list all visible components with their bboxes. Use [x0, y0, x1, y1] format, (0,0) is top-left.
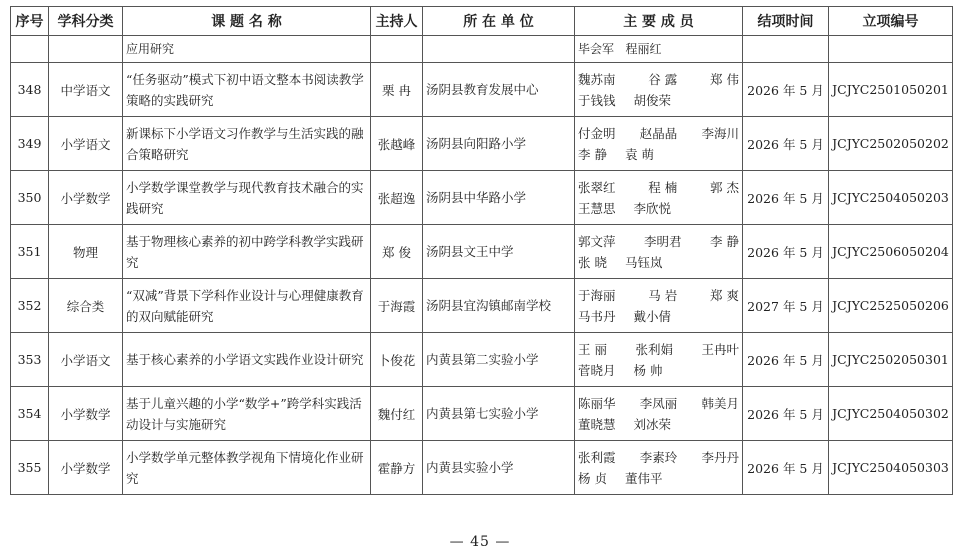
project-table [10, 6, 953, 495]
member-name: 郭 杰 [710, 179, 739, 195]
member-name: 付金明 [578, 125, 616, 141]
subject-cell: 小学语文 [49, 117, 123, 171]
member-name: 李凤丽 [639, 395, 678, 411]
empty-cell [829, 36, 953, 63]
members-cell [575, 225, 743, 279]
member-name: 李 静 [578, 146, 607, 162]
completion-date-cell: 2027 年 5 月 [743, 279, 829, 333]
member-name: 李欣悦 [633, 200, 672, 216]
member-name: 胡俊荣 [633, 92, 672, 108]
member-name: 王 丽 [578, 341, 607, 357]
project-code-cell: JCJYC2502050301 [829, 333, 953, 387]
member-name: 李丹丹 [701, 449, 739, 465]
unit-cell: 内黄县第七实验小学 [423, 387, 575, 441]
continuation-row [11, 36, 953, 63]
member-name: 刘冰荣 [633, 416, 672, 432]
table-row [11, 387, 953, 441]
project-code-cell: JCJYC2504050203 [829, 171, 953, 225]
title-cell: 基于物理核心素养的初中跨学科教学实践研究 [123, 225, 371, 279]
table-row [11, 441, 953, 495]
serial-number-cell: 353 [11, 333, 49, 387]
empty-cell [423, 36, 575, 63]
project-code-cell: JCJYC2502050202 [829, 117, 953, 171]
member-line [578, 414, 739, 435]
title-cell: 应用研究 [123, 36, 371, 63]
member-line [578, 231, 739, 252]
title-cell: “任务驱动”模式下初中语文整本书阅读教学策略的实践研究 [123, 63, 371, 117]
table-row [11, 117, 953, 171]
members-cell [575, 387, 743, 441]
empty-cell [49, 36, 123, 63]
unit-cell: 内黄县第二实验小学 [423, 333, 575, 387]
header-cell: 结项时间 [743, 7, 829, 36]
member-name: 王慧思 [578, 200, 616, 216]
member-line [578, 69, 739, 90]
unit-cell: 汤阴县宜沟镇邮南学校 [423, 279, 575, 333]
member-line [578, 285, 739, 306]
header-cell: 学科分类 [49, 7, 123, 36]
completion-date-cell: 2026 年 5 月 [743, 333, 829, 387]
table-row [11, 171, 953, 225]
member-name: 张 晓 [578, 254, 607, 270]
member-name: 魏苏南 [578, 71, 616, 87]
title-cell: “双减”背景下学科作业设计与心理健康教育的双向赋能研究 [123, 279, 371, 333]
member-line [578, 198, 739, 219]
title-cell: 小学数学课堂教学与现代教育技术融合的实践研究 [123, 171, 371, 225]
header-cell: 序号 [11, 7, 49, 36]
member-name: 李明君 [644, 233, 682, 249]
completion-date-cell: 2026 年 5 月 [743, 171, 829, 225]
member-name: 于海丽 [578, 287, 616, 303]
members-cell [575, 279, 743, 333]
subject-cell: 综合类 [49, 279, 123, 333]
member-name: 于钱钱 [578, 92, 616, 108]
host-cell: 张越峰 [371, 117, 423, 171]
member-name: 菅晓月 [578, 362, 616, 378]
completion-date-cell: 2026 年 5 月 [743, 387, 829, 441]
members-cell [575, 63, 743, 117]
host-cell: 张超逸 [371, 171, 423, 225]
member-line [578, 447, 739, 468]
unit-cell: 汤阴县中华路小学 [423, 171, 575, 225]
title-cell: 新课标下小学语文习作教学与生活实践的融合策略研究 [123, 117, 371, 171]
header-cell: 立项编号 [829, 7, 953, 36]
member-name: 郭文萍 [578, 233, 616, 249]
member-name: 毕会军 [578, 41, 615, 56]
serial-number-cell: 352 [11, 279, 49, 333]
member-name: 马书丹 [578, 308, 616, 324]
subject-cell: 中学语文 [49, 63, 123, 117]
member-line [578, 252, 739, 273]
member-line [578, 177, 739, 198]
subject-cell: 小学数学 [49, 171, 123, 225]
members-cell [575, 441, 743, 495]
host-cell: 于海霞 [371, 279, 423, 333]
empty-cell [743, 36, 829, 63]
member-line [578, 360, 739, 381]
members-cell [575, 171, 743, 225]
header-cell: 主 要 成 员 [575, 7, 743, 36]
project-code-cell: JCJYC2501050201 [829, 63, 953, 117]
member-line [578, 393, 739, 414]
unit-cell: 汤阴县文王中学 [423, 225, 575, 279]
member-name: 杨 贞 [578, 470, 607, 486]
header-cell: 所 在 单 位 [423, 7, 575, 36]
members-cell [575, 333, 743, 387]
empty-cell [371, 36, 423, 63]
member-line [578, 123, 739, 144]
member-name: 韩美月 [701, 395, 739, 411]
host-cell: 魏付红 [371, 387, 423, 441]
subject-cell: 物理 [49, 225, 123, 279]
empty-cell [11, 36, 49, 63]
host-cell: 栗 冉 [371, 63, 423, 117]
member-name: 程丽红 [625, 41, 662, 56]
table-row [11, 225, 953, 279]
member-line [578, 144, 739, 165]
serial-number-cell: 349 [11, 117, 49, 171]
host-cell: 郑 俊 [371, 225, 423, 279]
unit-cell: 汤阴县向阳路小学 [423, 117, 575, 171]
completion-date-cell: 2026 年 5 月 [743, 63, 829, 117]
member-name: 郑 爽 [710, 287, 739, 303]
member-name: 董晓慧 [578, 416, 616, 432]
member-line [578, 306, 739, 327]
member-name: 赵晶晶 [639, 125, 678, 141]
unit-cell: 汤阴县教育发展中心 [423, 63, 575, 117]
host-cell: 霍静方 [371, 441, 423, 495]
page-number: — 45 — [449, 534, 511, 550]
header-cell: 主持人 [371, 7, 423, 36]
member-name: 程 楠 [648, 179, 678, 195]
title-cell: 小学数学单元整体教学视角下情境化作业研究 [123, 441, 371, 495]
member-line [578, 90, 739, 111]
member-name: 马 岩 [648, 287, 678, 303]
subject-cell: 小学语文 [49, 333, 123, 387]
member-name: 袁 萌 [624, 146, 654, 162]
member-name: 张利霞 [578, 449, 616, 465]
member-name: 李海川 [701, 125, 739, 141]
member-name: 马钰岚 [624, 254, 663, 270]
serial-number-cell: 355 [11, 441, 49, 495]
member-line [578, 468, 739, 489]
member-name: 董伟平 [624, 470, 663, 486]
subject-cell: 小学数学 [49, 387, 123, 441]
members-cell [575, 36, 743, 63]
member-name: 王冉叶 [701, 341, 739, 357]
serial-number-cell: 348 [11, 63, 49, 117]
header-row [11, 7, 953, 36]
member-name: 杨 帅 [633, 362, 663, 378]
subject-cell: 小学数学 [49, 441, 123, 495]
serial-number-cell: 350 [11, 171, 49, 225]
completion-date-cell: 2026 年 5 月 [743, 441, 829, 495]
table-row [11, 63, 953, 117]
title-cell: 基于核心素养的小学语文实践作业设计研究 [123, 333, 371, 387]
project-code-cell: JCJYC2525050206 [829, 279, 953, 333]
member-name: 谷 露 [648, 71, 678, 87]
members-cell [575, 117, 743, 171]
member-name: 李素玲 [639, 449, 678, 465]
host-cell: 卜俊花 [371, 333, 423, 387]
member-name: 郑 伟 [710, 71, 739, 87]
title-cell: 基于儿童兴趣的小学“数学+”跨学科实践活动设计与实施研究 [123, 387, 371, 441]
project-code-cell: JCJYC2506050204 [829, 225, 953, 279]
member-name: 戴小倩 [633, 308, 672, 324]
member-name: 张利娟 [635, 341, 673, 357]
serial-number-cell: 351 [11, 225, 49, 279]
member-name: 陈丽华 [578, 395, 616, 411]
completion-date-cell: 2026 年 5 月 [743, 117, 829, 171]
serial-number-cell: 354 [11, 387, 49, 441]
project-code-cell: JCJYC2504050302 [829, 387, 953, 441]
project-code-cell: JCJYC2504050303 [829, 441, 953, 495]
completion-date-cell: 2026 年 5 月 [743, 225, 829, 279]
member-name: 李 静 [710, 233, 739, 249]
member-name: 张翠红 [578, 179, 616, 195]
header-cell: 课 题 名 称 [123, 7, 371, 36]
member-line [578, 339, 739, 360]
table-row [11, 279, 953, 333]
unit-cell: 内黄县实验小学 [423, 441, 575, 495]
table-row [11, 333, 953, 387]
